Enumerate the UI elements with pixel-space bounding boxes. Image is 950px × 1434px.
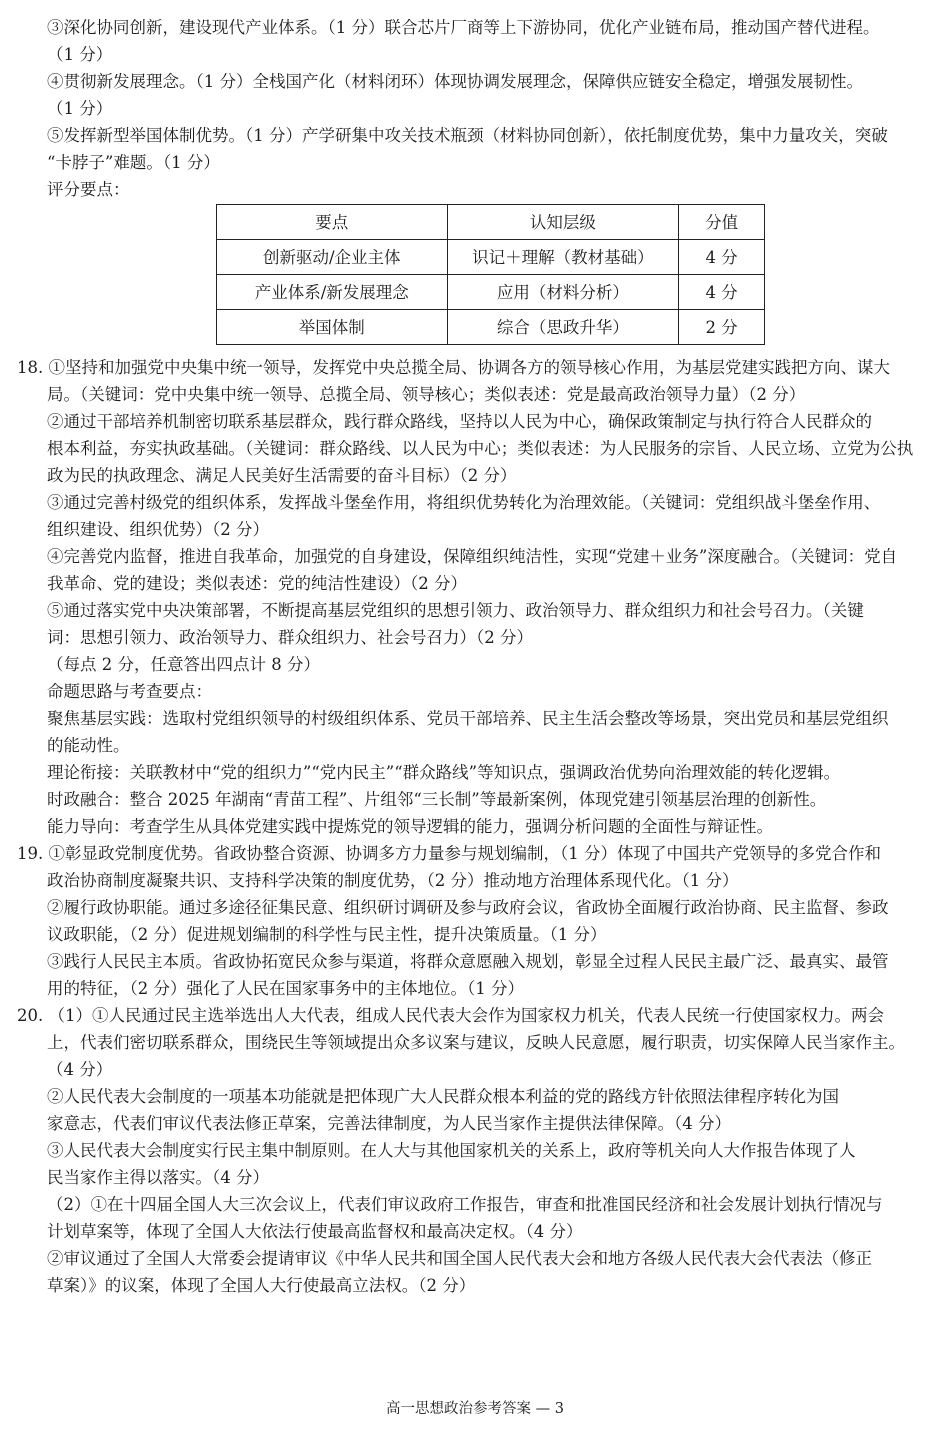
table-row xyxy=(217,275,765,310)
answer-line: 政为民的执政理念、满足人民美好生活需要的奋斗目标）（2 分） xyxy=(47,466,517,485)
table-cell: 创新驱动/企业主体 xyxy=(217,240,448,275)
answer-line: 上，代表们密切联系群众，围绕民生等领域提出众多议案与建议，反映人民意愿，履行职责，切实保障人民当家作主。 xyxy=(47,1033,905,1052)
answer-line: “卡脖子”难题。（1 分） xyxy=(47,153,220,172)
table-cell: 2 分 xyxy=(679,310,765,345)
answer-line: 能力导向：考查学生从具体党建实践中提炼党的领导逻辑的能力，强调分析问题的全面性与辩证性。 xyxy=(47,817,773,836)
answer-line: ③践行人民民主本质。省政协拓宽民众参与渠道，将群众意愿融入规划，彰显全过程人民民主最广泛、最真实、最管 xyxy=(47,952,889,971)
answer-line: （2）①在十四届全国人大三次会议上，代表们审议政府工作报告，审查和批准国民经济和社会发展计划执行情况与 xyxy=(47,1195,883,1214)
answer-line: 局。（关键词：党中央集中统一领导、总揽全局、领导核心；类似表述：党是最高政治领导力量）（2 分） xyxy=(47,385,806,404)
table-header-row xyxy=(217,205,765,240)
page-footer: 高一思想政治参考答案 — 3 xyxy=(386,1401,564,1417)
table-row xyxy=(217,310,765,345)
section-heading: 评分要点： xyxy=(47,180,130,199)
table-header-cell: 分值 xyxy=(679,205,765,240)
table-header-cell: 要点 xyxy=(217,205,448,240)
table-cell: 举国体制 xyxy=(217,310,448,345)
answer-line: （1 分） xyxy=(47,99,113,118)
table-header-cell: 认知层级 xyxy=(447,205,679,240)
answer-line: ⑤通过落实党中央决策部署，不断提高基层党组织的思想引领力、政治领导力、群众组织力和社会号召力。（关键 xyxy=(47,601,864,620)
answer-line: （4 分） xyxy=(47,1060,113,1079)
table-cell: 应用（材料分析） xyxy=(447,275,679,310)
answer-line: ④贯彻新发展理念。（1 分）全栈国产化（材料闭环）体现协调发展理念，保障供应链安全稳定，增强发展韧性。 xyxy=(47,72,863,91)
answer-line: 词：思想引领力、政治领导力、群众组织力、社会号召力）（2 分） xyxy=(47,628,533,647)
answer-line: 民当家作主得以落实。（4 分） xyxy=(47,1168,269,1187)
answer-line: ②审议通过了全国人大常委会提请审议《中华人民共和国全国人民代表大会和地方各级人民代表大会代表法（修正 xyxy=(47,1249,872,1268)
answer-line: 组织建设、组织优势）（2 分） xyxy=(47,520,269,539)
answer-line: 草案）》的议案，体现了全国人大行使最高立法权。（2 分） xyxy=(47,1276,476,1295)
answer-line: 聚焦基层实践：选取村党组织领导的村级组织体系、党员干部培养、民主生活会整改等场景，突出党员和基层党组织 xyxy=(47,709,889,728)
table-cell: 识记＋理解（教材基础） xyxy=(447,240,679,275)
answer-line: 家意志，代表们审议代表法修正草案，完善法律制度，为人民当家作主提供法律保障。（4 分） xyxy=(47,1114,731,1133)
table-cell: 产业体系/新发展理念 xyxy=(217,275,448,310)
answer-line: ③深化协同创新，建设现代产业体系。（1 分）联合芯片厂商等上下游协同，优化产业链布局，推动国产替代进程。 xyxy=(47,18,880,37)
answer-line: （每点 2 分，任意答出四点计 8 分） xyxy=(47,655,320,674)
answer-line: ③人民代表大会制度实行民主集中制原则。在人大与其他国家机关的关系上，政府等机关向人大作报告体现了人 xyxy=(47,1141,856,1160)
answer-line: ②履行政协职能。通过多途径征集民意、组织研讨调研及参与政府会议，省政协全面履行政治协商、民主监督、参政 xyxy=(47,898,889,917)
scoring-table xyxy=(216,204,765,345)
answer-line: ④完善党内监督，推进自我革命，加强党的自身建设，保障组织纯洁性，实现“党建＋业务”深度融合。（关键词：党自 xyxy=(47,547,898,566)
answer-line: （1 分） xyxy=(47,45,113,64)
answer-line: 理论衔接：关联教材中“党的组织力”“党内民主”“群众路线”等知识点，强调政治优势向治理效能的转化逻辑。 xyxy=(47,763,841,782)
answer-line: 的能动性。 xyxy=(47,736,130,755)
answer-line: 19. ①彰显政党制度优势。省政协整合资源、协调多方力量参与规划编制，（1 分）体现了中国共产党领导的多党合作和 xyxy=(17,844,881,863)
section-heading: 命题思路与考查要点： xyxy=(47,682,212,701)
table-row xyxy=(217,240,765,275)
answer-line: 计划草案等，体现了全国人大依法行使最高监督权和最高决定权。（4 分） xyxy=(47,1222,583,1241)
answer-line: 根本利益，夯实执政基础。（关键词：群众路线、以人民为中心；类似表述：为人民服务的宗旨、人民立场、立党为公执 xyxy=(47,439,914,458)
answer-line: 我革命、党的建设；类似表述：党的纯洁性建设）（2 分） xyxy=(47,574,467,593)
answer-line: 18. ①坚持和加强党中央集中统一领导，发挥党中央总揽全局、协调各方的领导核心作用，为基层党建实践把方向、谋大 xyxy=(17,358,890,377)
answer-line: ⑤发挥新型举国体制优势。（1 分）产学研集中攻关技术瓶颈（材料协同创新），依托制度优势，集中力量攻关，突破 xyxy=(47,126,888,145)
answer-line: ③通过完善村级党的组织体系，发挥战斗堡垒作用，将组织优势转化为治理效能。（关键词：党组织战斗堡垒作用、 xyxy=(47,493,881,512)
table-cell: 4 分 xyxy=(679,275,765,310)
answer-line: 20. （1）①人民通过民主选举选出人大代表，组成人民代表大会作为国家权力机关，代表人民统一行使国家权力。两会 xyxy=(17,1006,884,1025)
answer-line: 议政职能，（2 分）促进规划编制的科学性与民主性，提升决策质量。（1 分） xyxy=(47,925,607,944)
table-cell: 综合（思政升华） xyxy=(447,310,679,345)
answer-line: ②通过干部培养机制密切联系基层群众，践行群众路线，坚持以人民为中心，确保政策制定与执行符合人民群众的 xyxy=(47,412,872,431)
answer-line: ②人民代表大会制度的一项基本功能就是把体现广大人民群众根本利益的党的路线方针依照法律程序转化为国 xyxy=(47,1087,839,1106)
answer-line: 政治协商制度凝聚共识、支持科学决策的制度优势，（2 分）推动地方治理体系现代化。（1 分） xyxy=(47,871,739,890)
answer-line: 时政融合：整合 2025 年湖南“青苗工程”、片组邻“三长制”等最新案例，体现党建引领基层治理的创新性。 xyxy=(47,790,827,809)
table-cell: 4 分 xyxy=(679,240,765,275)
answer-line: 用的特征，（2 分）强化了人民在国家事务中的主体地位。（1 分） xyxy=(47,979,524,998)
